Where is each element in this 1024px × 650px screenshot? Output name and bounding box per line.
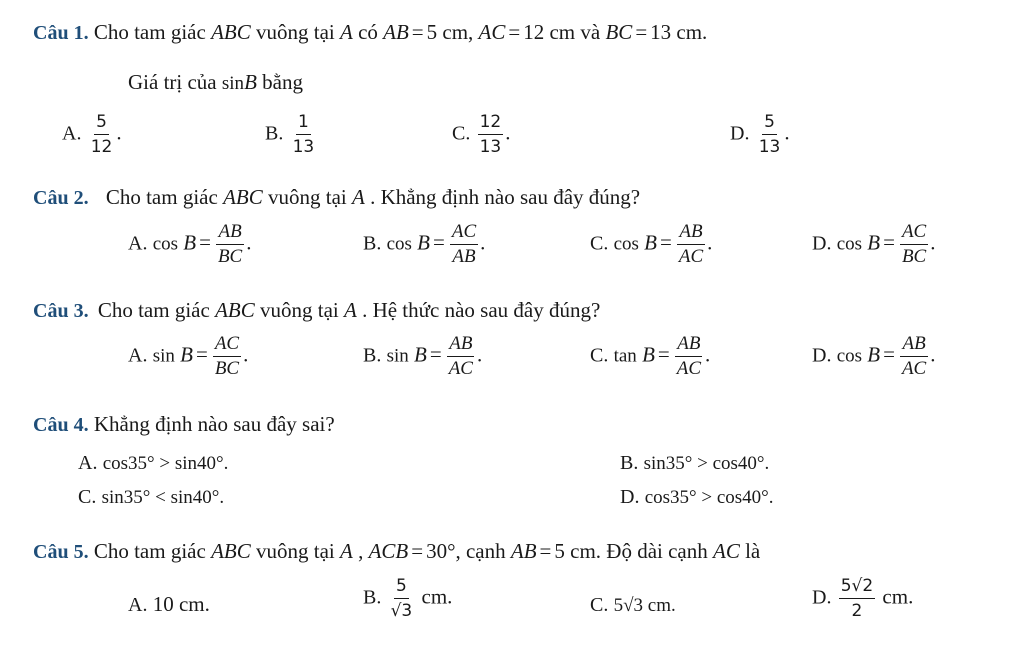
q1-option-c[interactable]: C. $\frac{12}{13}$ . [452,112,511,157]
fraction: $\frac{AB}{BC}$ [217,221,243,267]
q3-option-c[interactable]: C. tan B = $\frac{AB}{AC}$ . [590,333,711,379]
question-label: Câu 2. [33,187,89,209]
question-text: Cho tam giác ABC vuông tại A có AB = 5 cm, AC = 12 cm và BC = 13 cm. [93,20,708,44]
fraction: $\frac{1}{13}$ [292,112,315,157]
q3-option-d[interactable]: D. cos B = $\frac{AB}{AC}$ . [812,333,936,379]
fraction: $\frac{5}{13}$ [758,112,781,157]
q4-option-b[interactable]: B. sin35° > cos40°. [620,452,770,474]
q5-option-b[interactable]: B. $\frac{5}{√3}$ cm. [363,576,453,621]
q2-option-c[interactable]: C. cos B = $\frac{AB}{AC}$ . [590,221,713,267]
question-label: Câu 1. [33,22,89,44]
q1-option-d[interactable]: D. $\frac{5}{13}$ . [730,112,790,157]
q1-option-a[interactable]: A. $\frac{5}{12}$ . [62,112,122,157]
question-2 [33,187,640,208]
question-5 [33,541,760,562]
fraction: $\frac{AB}{AC}$ [448,333,473,379]
question-label: Câu 3. [33,300,89,322]
fraction: $\frac{AC}{BC}$ [214,333,240,379]
q5-option-a[interactable]: A. 10 cm. [128,592,210,616]
q2-option-d[interactable]: D. cos B = $\frac{AC}{BC}$ . [812,221,936,267]
question-text: Cho tam giác ABC vuông tại A . Khẳng định nào sau đây đúng? [105,185,641,209]
fraction: $\frac{12}{13}$ [479,112,502,157]
fraction: $\frac{5}{12}$ [90,112,113,157]
q1-option-b[interactable]: B. $\frac{1}{13}$ [265,112,315,157]
fraction: $\frac{5}{√3}$ [390,576,413,621]
question-4 [33,414,335,435]
q5-option-d[interactable]: D. $\frac{5√2}{2}$ cm. [812,576,914,621]
q4-option-c[interactable]: C. sin35° < sin40°. [78,486,225,508]
q5-option-c[interactable]: C. 5√3 cm. [590,594,676,616]
fraction: $\frac{5√2}{2}$ [840,576,874,621]
q4-option-d[interactable]: D. cos35° > cos40°. [620,486,774,508]
fraction: $\frac{AB}{AC}$ [678,221,704,267]
fraction: $\frac{AC}{BC}$ [901,221,927,267]
q3-option-a[interactable]: A. sin B = $\frac{AC}{BC}$ . [128,333,249,379]
question-text: Khẳng định nào sau đây sai? [93,412,335,436]
fraction: $\frac{AB}{AC}$ [676,333,702,379]
question-1 [33,22,707,43]
question-text: Cho tam giác ABC vuông tại A . Hệ thức nào sau đây đúng? [97,298,601,322]
question-label: Câu 5. [33,541,89,563]
fraction: $\frac{AB}{AC}$ [901,333,927,379]
q2-option-b[interactable]: B. cos B = $\frac{AC}{AB}$ . [363,221,486,267]
q2-option-a[interactable]: A. cos B = $\frac{AB}{BC}$ . [128,221,252,267]
question-label: Câu 4. [33,414,89,436]
q4-option-a[interactable]: A. cos35° > sin40°. [78,452,229,474]
question-text: Cho tam giác ABC vuông tại A , ACB = 30°, cạnh AB = 5 cm. Độ dài cạnh AC là [93,539,761,563]
question-1-subtext: Giá trị của sinB bằng [128,70,303,94]
fraction: $\frac{AC}{AB}$ [451,221,477,267]
q3-option-b[interactable]: B. sin B = $\frac{AB}{AC}$ . [363,333,483,379]
question-3 [33,300,600,321]
